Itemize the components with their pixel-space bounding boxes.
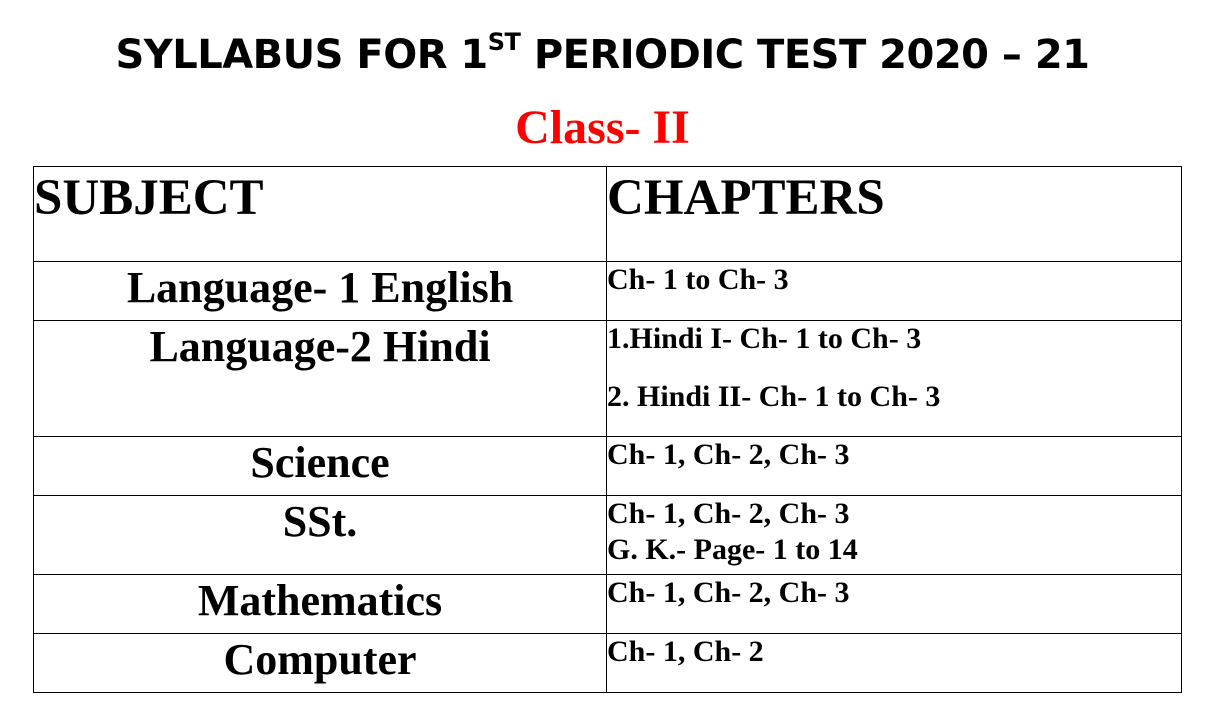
subject-cell: Science bbox=[34, 437, 607, 496]
chapter-line: Ch- 1, Ch- 2, Ch- 3 bbox=[607, 497, 850, 530]
chapters-cell bbox=[607, 321, 1182, 437]
page-title bbox=[0, 26, 1205, 84]
chapters-cell bbox=[607, 575, 1182, 634]
class-label: Class- II bbox=[515, 101, 690, 154]
chapters-cell bbox=[607, 262, 1182, 321]
chapter-line: G. K.- Page- 1 to 14 bbox=[607, 533, 858, 566]
table-row bbox=[34, 437, 1182, 496]
table-row bbox=[34, 262, 1182, 321]
chapters-cell bbox=[607, 496, 1182, 575]
chapter-line: 1.Hindi I- Ch- 1 to Ch- 3 bbox=[607, 322, 922, 355]
subject-cell: Language-2 Hindi bbox=[34, 321, 607, 437]
header-chapters: CHAPTERS bbox=[607, 167, 1182, 262]
subject-cell: Computer bbox=[34, 634, 607, 693]
header-subject: SUBJECT bbox=[34, 167, 607, 262]
chapter-line: Ch- 1, Ch- 2, Ch- 3 bbox=[607, 576, 850, 609]
subject-cell: Mathematics bbox=[34, 575, 607, 634]
table-header-row bbox=[34, 167, 1182, 262]
chapter-line: Ch- 1, Ch- 2, Ch- 3 bbox=[607, 438, 850, 471]
line-spacer bbox=[607, 357, 1181, 379]
chapter-line: Ch- 1 to Ch- 3 bbox=[607, 263, 789, 296]
chapter-line: 2. Hindi II- Ch- 1 to Ch- 3 bbox=[607, 380, 941, 413]
syllabus-table bbox=[33, 166, 1182, 693]
table-row bbox=[34, 575, 1182, 634]
title-superscript: ST bbox=[487, 28, 521, 56]
table-row bbox=[34, 634, 1182, 693]
subject-cell: Language- 1 English bbox=[34, 262, 607, 321]
title-prefix: SYLLABUS FOR 1 bbox=[115, 32, 488, 78]
chapters-cell bbox=[607, 634, 1182, 693]
chapters-cell bbox=[607, 437, 1182, 496]
table-row bbox=[34, 496, 1182, 575]
subject-cell: SSt. bbox=[34, 496, 607, 575]
chapter-line: Ch- 1, Ch- 2 bbox=[607, 635, 764, 668]
table-row bbox=[34, 321, 1182, 437]
title-suffix: PERIODIC TEST 2020 – 21 bbox=[520, 32, 1090, 78]
